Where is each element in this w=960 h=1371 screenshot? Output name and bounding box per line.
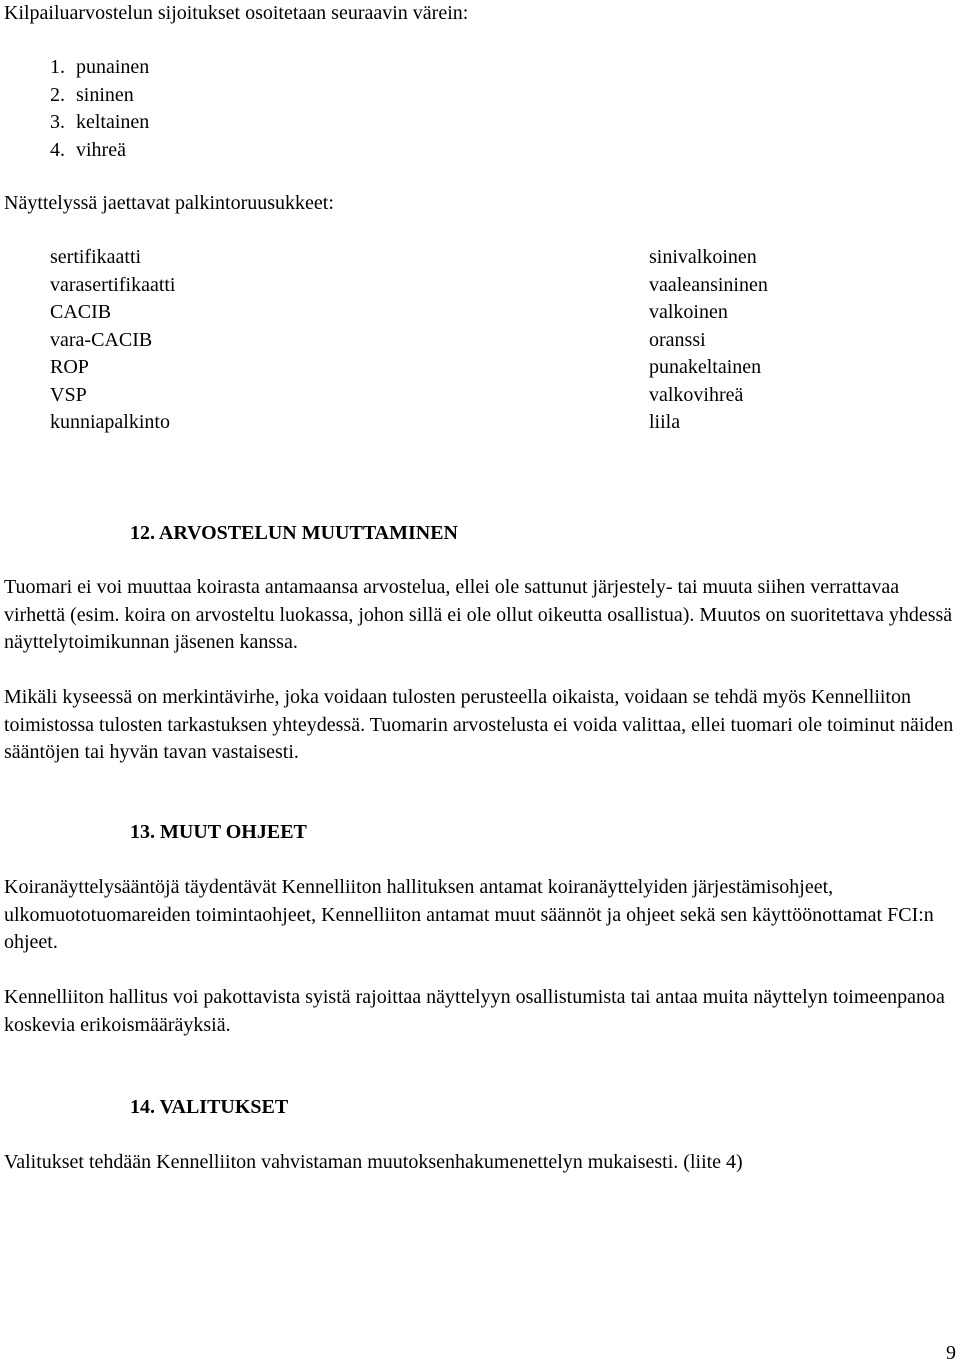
ribbon-color: vaaleansininen <box>649 273 768 296</box>
ribbon-color: sinivalkoinen <box>649 246 757 268</box>
list-item-number: 2. <box>50 83 65 106</box>
section-13-paragraph-2 <box>4 984 956 1039</box>
section-14-paragraph-1 <box>4 1149 956 1177</box>
ribbons-intro: Näyttelyssä jaettavat palkintoruusukkeet: <box>4 192 334 214</box>
ribbon-color: punakeltainen <box>649 356 762 378</box>
list-item-text: punainen <box>76 56 150 78</box>
ribbon-award: CACIB <box>50 301 112 323</box>
ribbon-color: valkovihreä <box>649 383 744 406</box>
ribbon-color: valkoinen <box>649 301 728 323</box>
list-item-number: 3. <box>50 111 65 133</box>
list-item <box>50 54 250 82</box>
paragraph-text: Koiranäyttelysääntöjä täydentävät Kennelliiton hallituksen antamat koiranäyttelyiden järjestämisohjeet, ulkomuototuomareiden toimintaohjeet, Kennelliiton antamat muut säännöt ja ohjeet sekä sen käyttöönottamat FCI:n ohjeet. <box>4 876 934 953</box>
ribbon-color: oranssi <box>649 328 706 351</box>
list-item <box>50 109 250 137</box>
ribbon-awards-column <box>50 244 176 437</box>
ribbon-award: VSP <box>50 383 87 406</box>
section-13-heading: 13. MUUT OHJEET <box>130 821 307 843</box>
list-item-text: sininen <box>76 83 134 106</box>
paragraph-text: Mikäli kyseessä on merkintävirhe, joka voidaan tulosten perusteella oikaista, voidaan se tehdä myös Kennelliiton toimistossa tulosten tarkastuksen yhteydessä. Tuomarin arvostelusta ei voida valittaa, ellei tuomari ole toiminut näiden sääntöjen tai hyvän tavan vastaisesti. <box>4 686 954 763</box>
list-item <box>50 82 250 110</box>
list-item-text: keltainen <box>76 111 150 133</box>
section-13-paragraph-1 <box>4 874 956 957</box>
placements-intro: Kilpailuarvostelun sijoitukset osoitetaan seuraavin värein: <box>4 2 469 24</box>
ribbon-colors-column <box>649 244 768 437</box>
list-item-text: vihreä <box>76 138 126 161</box>
section-12-paragraph-1 <box>4 574 956 657</box>
list-item-number: 4. <box>50 138 65 161</box>
section-12-paragraph-2 <box>4 684 956 767</box>
page-number: 9 <box>946 1342 956 1364</box>
paragraph-text: Valitukset tehdään Kennelliiton vahvistaman muutoksenhakumenettelyn mukaisesti. (liite 4) <box>4 1151 743 1173</box>
section-14-heading: 14. VALITUKSET <box>130 1096 289 1118</box>
ribbon-award: sertifikaatti <box>50 246 142 268</box>
section-12-heading: 12. ARVOSTELUN MUUTTAMINEN <box>130 522 458 544</box>
ribbon-color: liila <box>649 411 681 433</box>
ribbon-award: varasertifikaatti <box>50 273 176 296</box>
placements-list <box>50 54 250 164</box>
paragraph-text: Tuomari ei voi muuttaa koirasta antamaansa arvostelua, ellei ole sattunut järjestely- tai muuta siihen verrattavaa virhettä (esim. koira on arvosteltu luokassa, johon sillä ei ole ollut oikeutta osallistua). Muutos on suoritettava yhdessä näyttelytoimikunnan jäsenen kanssa. <box>4 576 953 653</box>
list-item <box>50 137 250 165</box>
paragraph-text: Kennelliiton hallitus voi pakottavista syistä rajoittaa näyttelyyn osallistumista tai antaa muita näyttelyn toimeenpanoa koskevia erikoismääräyksiä. <box>4 986 945 1036</box>
ribbon-award: ROP <box>50 356 89 378</box>
list-item-number: 1. <box>50 56 65 78</box>
ribbon-award: vara-CACIB <box>50 328 153 351</box>
ribbon-award: kunniapalkinto <box>50 411 170 433</box>
